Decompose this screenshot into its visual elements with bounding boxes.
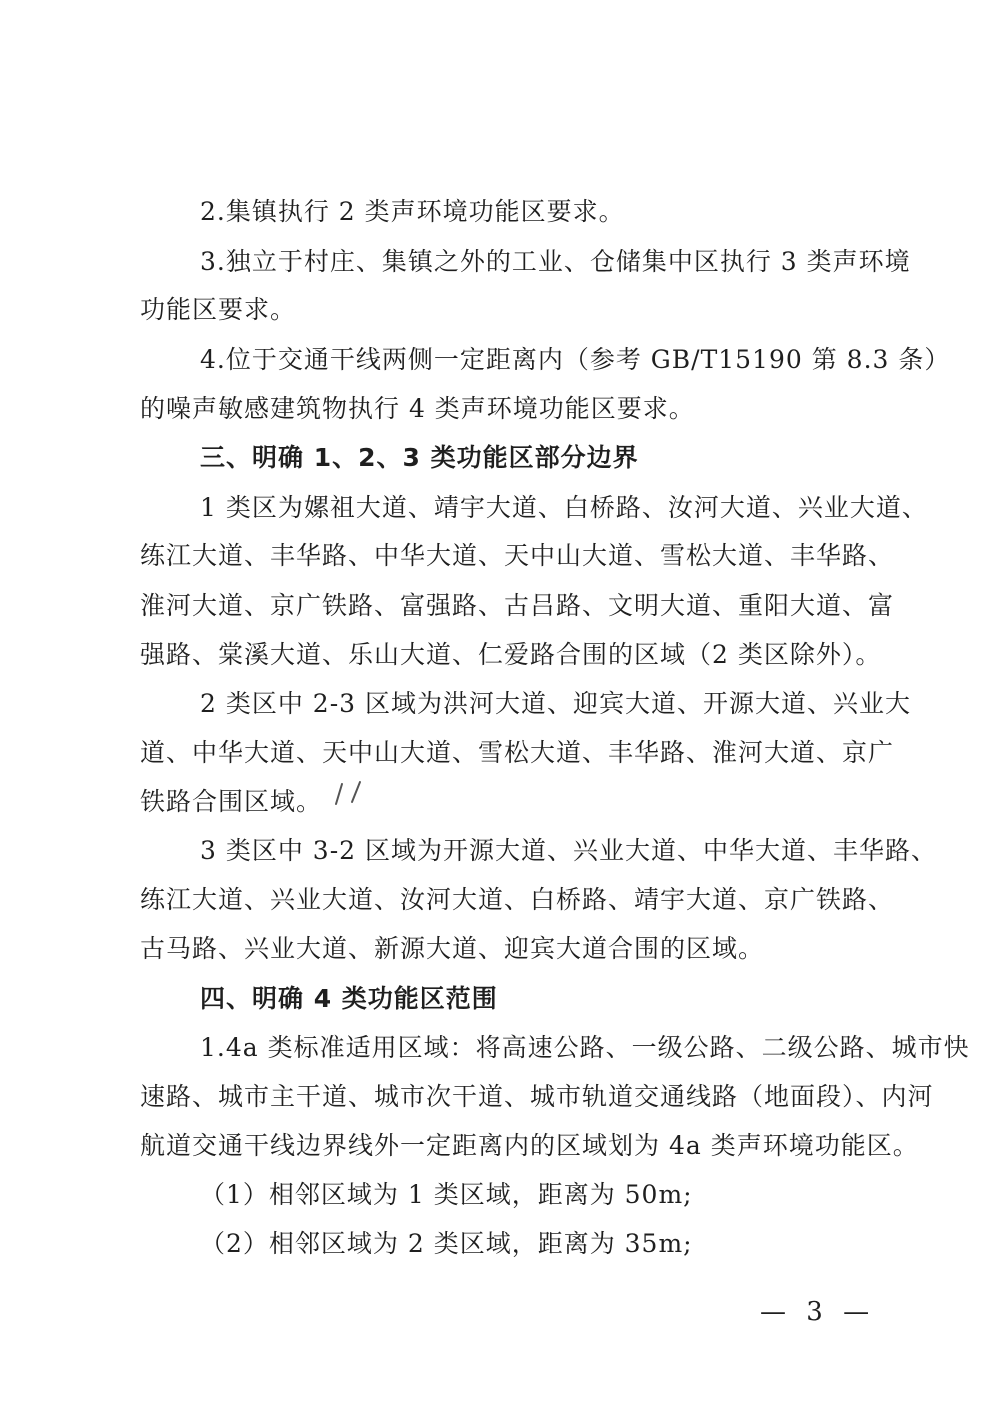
class-3-line-3: 古马路、兴业大道、新源大道、迎宾大道合围的区域。 xyxy=(140,934,765,963)
class-1-line-2: 练江大道、丰华路、中华大道、天中山大道、雪松大道、丰华路、 xyxy=(140,541,895,570)
class-3-line-1: 3 类区中 3-2 区域为开源大道、兴业大道、中华大道、丰华路、 xyxy=(200,836,938,865)
clause-4-line-2: 的噪声敏感建筑物执行 4 类声环境功能区要求。 xyxy=(140,394,695,423)
class-3-line-2: 练江大道、兴业大道、汝河大道、白桥路、靖宇大道、京广铁路、 xyxy=(140,885,895,914)
class-4a-line-3: 航道交通干线边界线外一定距离内的区域划为 4a 类声环境功能区。 xyxy=(140,1131,919,1160)
class-4a-line-2: 速路、城市主干道、城市次干道、城市轨道交通线路（地面段）、内河 xyxy=(140,1082,934,1111)
class-4a-line-1: 1.4a 类标准适用区域：将高速公路、一级公路、二级公路、城市快 xyxy=(200,1033,970,1062)
class-1-line-4: 强路、棠溪大道、乐山大道、仁爱路合围的区域（2 类区除外）。 xyxy=(140,640,882,669)
clause-3-line-1: 3.独立于村庄、集镇之外的工业、仓储集中区执行 3 类声环境 xyxy=(200,247,911,276)
pen-mark-icon xyxy=(330,778,370,808)
class-2-line-3: 铁路合围区域。 xyxy=(140,787,323,816)
page-number: — 3 — xyxy=(760,1297,876,1327)
clause-3-line-2: 功能区要求。 xyxy=(140,295,297,324)
distance-item-1: （1）相邻区域为 1 类区域，距离为 50m; xyxy=(200,1180,693,1209)
clause-4-line-1: 4.位于交通干线两侧一定距离内（参考 GB/T15190 第 8.3 条） xyxy=(200,345,951,374)
distance-item-2: （2）相邻区域为 2 类区域，距离为 35m; xyxy=(200,1229,693,1258)
class-2-line-1: 2 类区中 2-3 区域为洪河大道、迎宾大道、开源大道、兴业大 xyxy=(200,689,912,718)
class-1-line-3: 淮河大道、京广铁路、富强路、古吕路、文明大道、重阳大道、富 xyxy=(140,591,895,620)
class-1-line-1: 1 类区为嫘祖大道、靖宇大道、白桥路、汝河大道、兴业大道、 xyxy=(200,493,928,522)
class-2-line-2: 道、中华大道、天中山大道、雪松大道、丰华路、淮河大道、京广 xyxy=(140,738,895,767)
clause-2-line: 2.集镇执行 2 类声环境功能区要求。 xyxy=(200,197,625,226)
section-3-heading: 三、明确 1、2、3 类功能区部分边界 xyxy=(200,443,639,472)
section-4-heading: 四、明确 4 类功能区范围 xyxy=(200,984,498,1013)
